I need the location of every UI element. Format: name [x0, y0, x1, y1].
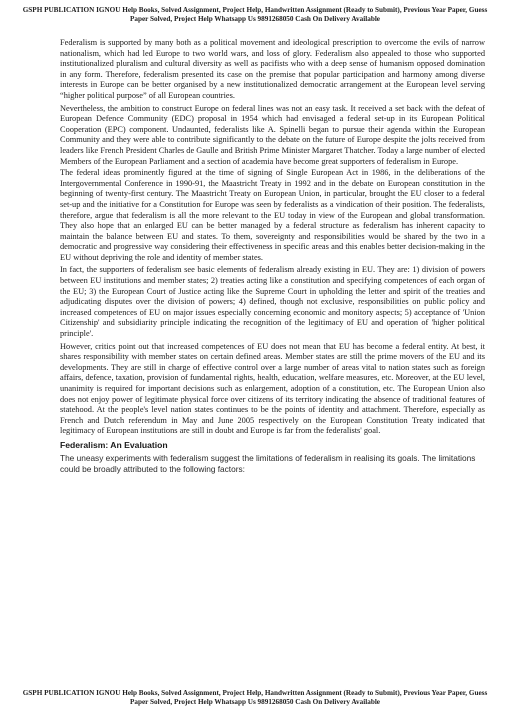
footer-banner: GSPH PUBLICATION IGNOU Help Books, Solved Assignment, Project Help, Handwritten Assignment (Ready to Submit), Previous Year Paper, Guess Paper Solved, Project Help Whatsapp Us 9891268050 Cash On Delivery Available — [22, 689, 488, 706]
header-banner: GSPH PUBLICATION IGNOU Help Books, Solved Assignment, Project Help, Handwritten Assignment (Ready to Submit), Previous Year Paper, Guess Paper Solved, Project Help Whatsapp Us 9891268050 Cash On Delivery Available — [22, 6, 488, 23]
section-intro: The uneasy experiments with federalism suggest the limitations of federalism in realising its goals. The limitations could be broadly attributed to the following factors: — [60, 452, 476, 474]
paragraph-basic-elements: In fact, the supporters of federalism see basic elements of federalism already existing in EU. They are: 1) division of powers between EU institutions and member states; 2) treaties acting like a constitution and specifying competences of each organ of the EU; 3) the European Court of Justice acting like the Supreme Court in upholding the letter and spirit of the treaties and adjudicating disputes over the division of powers; 4) defined, though not exclusive, responsibilities on public policy and increased competences of EU on major issues especially concerning economic and monitory aspects; 5) acceptance of 'Union Citizenship' and subsidiarity principle indicating the recognition of the legitimacy of EU and operation of 'higher political principle'. — [60, 265, 485, 339]
paragraph-federalism-support: Federalism is supported by many both as a political movement and ideological prescription to overcome the evils of narrow nationalism, which had led Europe to two world wars, and loss of glory. Federalism also appealed to those who supported institutionalized pluralism and cultural diversity as well as pacifists who with a deep sense of humanism opposed domination in any form. Therefore, federalism presented its case on the premise that popular participation and harmony among diverse interests in Europe can be better organised by a new institutionalized democratic arrangement at the European level serving “higher political purpose” of all European countries. — [60, 38, 485, 100]
document-body — [60, 38, 485, 475]
paragraph-setback: Nevertheless, the ambition to construct Europe on federal lines was not an easy task. It received a set back with the defeat of European Defence Community (EDC) proposal in 1954 which had envisaged a federal set-up in its European Political Cooperation (EPC) component. Undaunted, federalists like A. Spinelli began to pursue their agenda within the European Community and they were able to contribute significantly to the debate on the future of Europe despite the jolts received from leaders like French President Charles de Gaulle and British Prime Minister Margaret Thatcher. Today a large number of elected Members of the European Parliament and a section of academia have become great supporters of federalism in Europe. — [60, 103, 485, 166]
paragraph-critics: However, critics point out that increased competences of EU does not mean that EU has become a federal entity. At best, it shares responsibility with member states on certain defined areas. Member states are still the prime movers of the EU and its developments. They are still in charge of effective control over a large number of areas vital to nation states such as foreign affairs, defence, taxation, provision of fundamental rights, health, education, welfare measures, etc. Moreover, at the EU level, unanimity is required for important decisions such as enlargement, adoption of a constitution, etc. The European Union also does not enjoy power of legitimate physical force over citizens of its territory indicating the absence of traditional features of statehood. At the people's level nation states continues to be the points of identity and attachment. Therefore, especially as French and Dutch referendum in May and June 2005 respectively on the European Constitution Treaty indicated that legitimacy of European institutions are still in doubt and Europe is far from the federalists' goal. — [60, 341, 485, 436]
section-heading: Federalism: An Evaluation — [60, 439, 168, 450]
paragraph-federal-ideas: The federal ideas prominently figured at the time of signing of Single European Act in 1986, in the deliberations of the Intergovernmental Conference in 1990-91, the Maastricht Treaty in 1992 and in the debate on European constitution in the beginning of twenty-first century. The Maastricht Treaty on European Union, in particular, brought the EU closer to a federal set-up and the initiative for a Constitution for Europe was seen by federalists as a vindication of their position. The federalists, therefore, argue that federalism is all the more relevant to the EU today in view of the European and global transformation. They also hope that an enlarged EU can be better managed by a federal structure as federalism has inherent capacity to maintain the balance between EU and states. To them, sovereignty and responsibilities would be shared by the two in a democratic and progressive way considering their effectiveness in specific areas and this enables better decision-making in the EU without depriving the role and identity of member states. — [60, 168, 485, 262]
